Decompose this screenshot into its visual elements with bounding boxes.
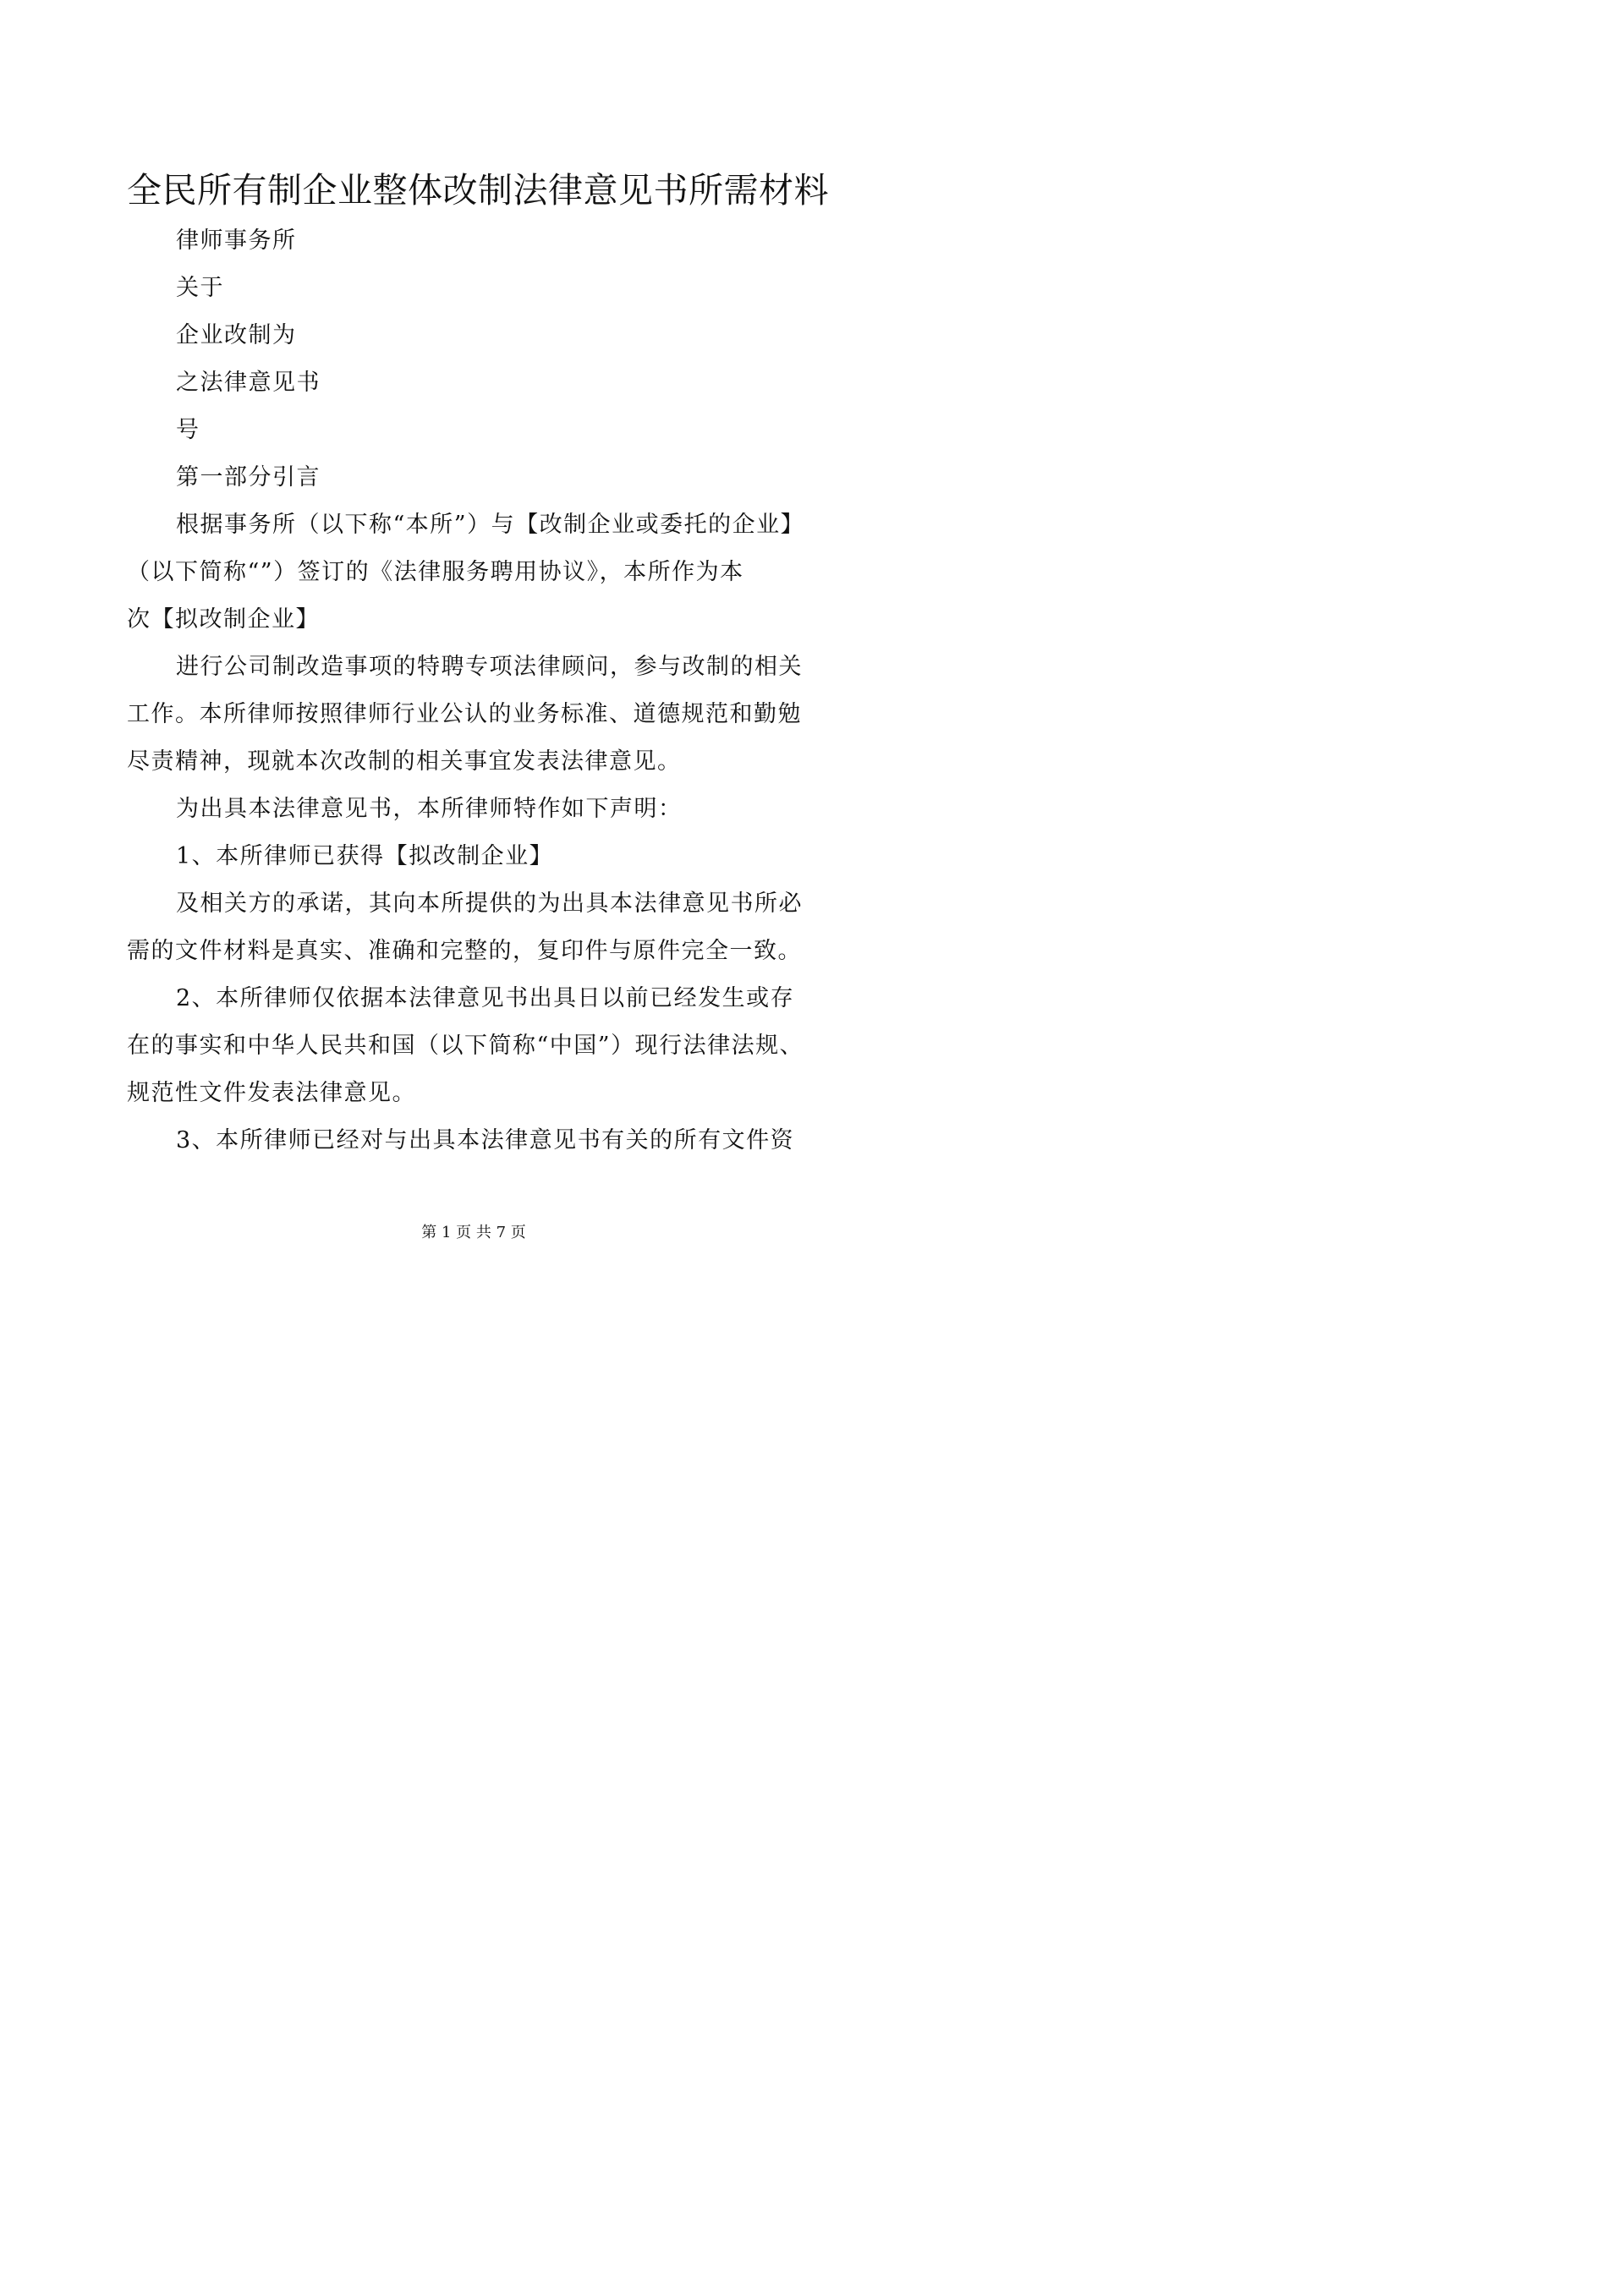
section-heading-introduction: 第一部分引言 (176, 464, 321, 490)
paragraph-line: 工作。本所律师按照律师行业公认的业务标准、道德规范和勤勉 (127, 701, 802, 727)
paragraph-line: （以下简称“”）签订的《法律服务聘用协议》，本所作为本 (127, 559, 744, 585)
body-line-about: 关于 (176, 275, 224, 301)
paragraph-line: 2、本所律师仅依据本法律意见书出具日以前已经发生或存 (176, 985, 795, 1011)
paragraph-line: 需的文件材料是真实、准确和完整的，复印件与原件完全一致。 (127, 938, 802, 964)
paragraph-line: 为出具本法律意见书，本所律师特作如下声明： (176, 796, 683, 822)
page-footer: 第 1 页 共 7 页 (421, 1224, 526, 1241)
paragraph-line: 规范性文件发表法律意见。 (127, 1080, 416, 1106)
paragraph-line: 尽责精神，现就本次改制的相关事宜发表法律意见。 (127, 748, 682, 775)
paragraph-line: 次【拟改制企业】 (127, 606, 320, 633)
body-line-number: 号 (176, 417, 200, 443)
paragraph-line: 1、本所律师已获得【拟改制企业】 (176, 843, 554, 869)
paragraph-line: 进行公司制改造事项的特聘专项法律顾问，参与改制的相关 (176, 654, 803, 680)
document-title: 全民所有制企业整体改制法律意见书所需材料 (127, 170, 829, 211)
body-line-restructure: 企业改制为 (176, 322, 297, 348)
paragraph-line: 根据事务所（以下称“本所”）与【改制企业或委托的企业】 (176, 512, 805, 538)
paragraph-line: 3、本所律师已经对与出具本法律意见书有关的所有文件资 (176, 1127, 795, 1153)
body-line-opinion-title: 之法律意见书 (176, 370, 321, 396)
paragraph-line: 及相关方的承诺，其向本所提供的为出具本法律意见书所必 (176, 890, 803, 917)
paragraph-line: 在的事实和中华人民共和国（以下简称“中国”）现行法律法规、 (127, 1033, 804, 1059)
body-line-law-firm: 律师事务所 (176, 227, 297, 254)
